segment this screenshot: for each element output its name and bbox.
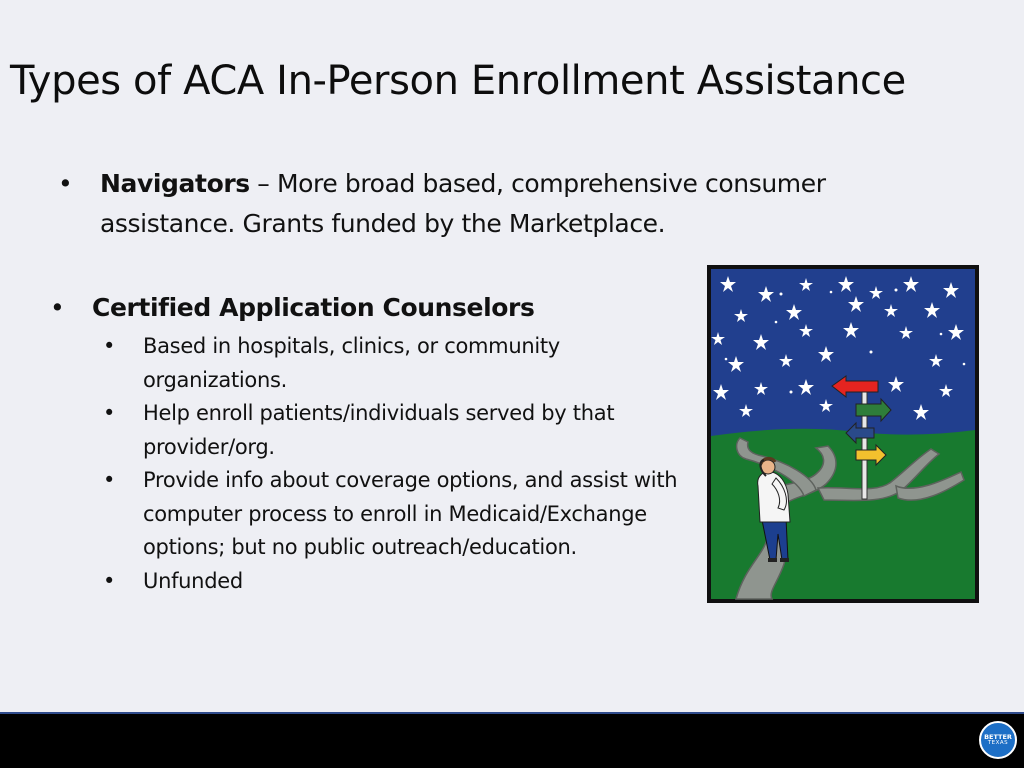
list-item-text: Based in hospitals, clinics, or community organizations. xyxy=(143,334,560,392)
bullet-point: • xyxy=(103,568,116,593)
list-item xyxy=(103,330,693,397)
list-item xyxy=(103,397,693,464)
logo-line-2: TEXAS xyxy=(987,740,1009,746)
better-texas-logo xyxy=(979,721,1017,759)
bullet-point: • xyxy=(103,401,116,425)
bullet-text xyxy=(100,164,938,244)
slide-title: Types of ACA In-Person Enrollment Assistance xyxy=(10,58,906,104)
logo-line-1: BETTER xyxy=(984,732,1012,741)
list-item-text: Help enroll patients/individuals served by that provider/org. xyxy=(143,401,615,459)
bullet-point: • xyxy=(103,468,116,492)
bullet-point: • xyxy=(58,169,73,198)
list-item xyxy=(103,565,693,599)
cac-sub-list xyxy=(103,330,693,598)
bullet-cac xyxy=(50,288,690,328)
cac-heading: Certified Application Counselors xyxy=(92,293,535,322)
bullet-point: • xyxy=(103,334,116,358)
list-item-text: Unfunded xyxy=(143,568,243,593)
navigators-term: Navigators xyxy=(100,169,250,198)
list-item xyxy=(103,464,693,565)
bullet-navigators xyxy=(58,164,938,244)
footer-bar xyxy=(0,712,1024,768)
crossroads-clipart xyxy=(706,264,980,604)
bullet-point: • xyxy=(50,293,65,322)
list-item-text: Provide info about coverage options, and assist with computer process to enroll in Medicaid/Exchange options; but no public outreach/education. xyxy=(143,468,678,559)
navigators-description: – More broad based, comprehensive consumer assistance. Grants funded by the Marketplace. xyxy=(100,169,826,238)
